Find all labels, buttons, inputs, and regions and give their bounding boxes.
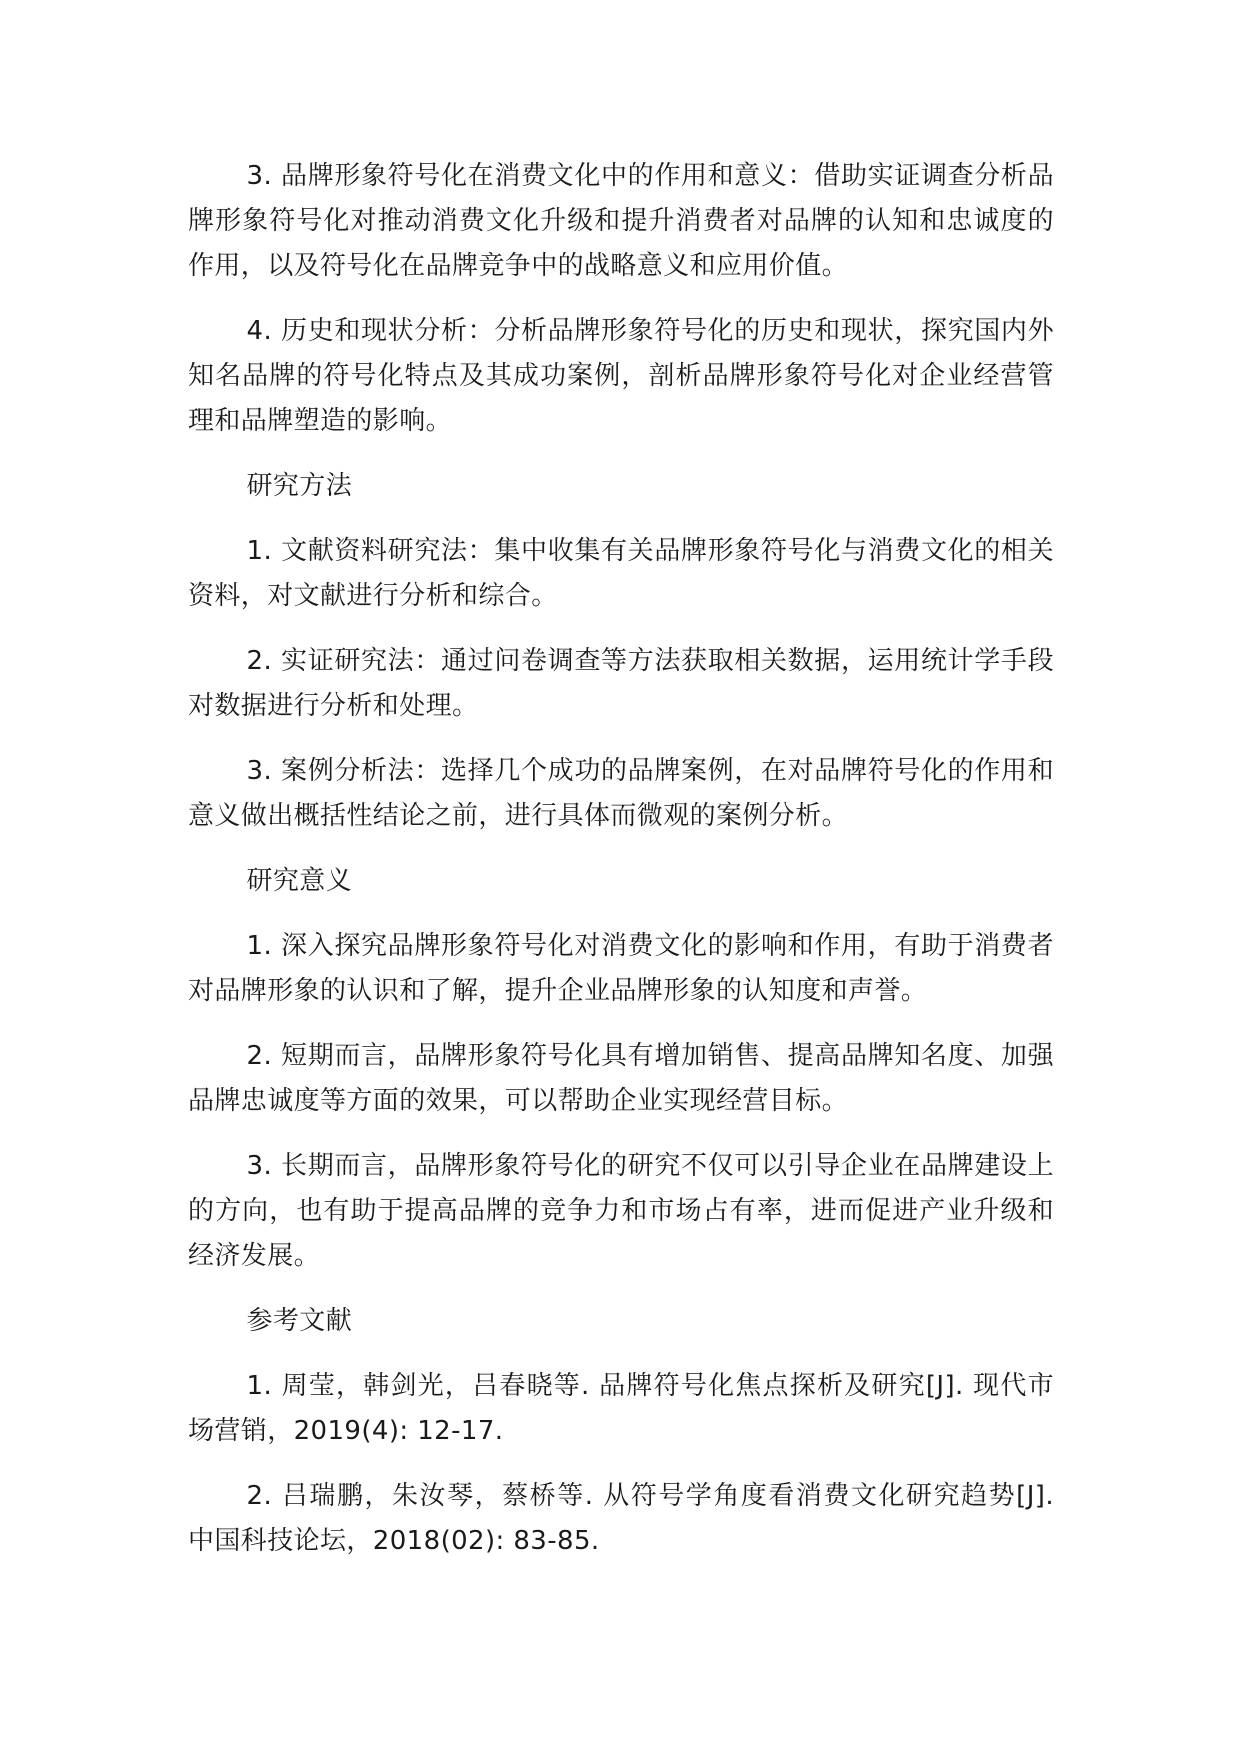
paragraph-significance-3: 3. 长期而言，品牌形象符号化的研究不仅可以引导企业在品牌建设上的方向，也有助于提高品牌的竞争力和市场占有率，进而促进产业升级和经济发展。 <box>188 1151 1054 1271</box>
paragraph-significance-1: 1. 深入探究品牌形象符号化对消费文化的影响和作用，有助于消费者对品牌形象的认识和了解，提升企业品牌形象的认知度和声誉。 <box>188 931 1054 1006</box>
paragraph-item-3-role: 3. 品牌形象符号化在消费文化中的作用和意义：借助实证调查分析品牌形象符号化对推动消费文化升级和提升消费者对品牌的认知和忠诚度的作用，以及符号化在品牌竞争中的战略意义和应用价值。 <box>188 161 1054 281</box>
section-heading-methods: 研究方法 <box>246 471 353 501</box>
paragraph-method-3: 3. 案例分析法：选择几个成功的品牌案例，在对品牌符号化的作用和意义做出概括性结论之前，进行具体而微观的案例分析。 <box>188 756 1054 831</box>
paragraph-significance-2: 2. 短期而言，品牌形象符号化具有增加销售、提高品牌知名度、加强品牌忠诚度等方面的效果，可以帮助企业实现经营目标。 <box>188 1041 1054 1116</box>
paragraph-method-1: 1. 文献资料研究法：集中收集有关品牌形象符号化与消费文化的相关资料，对文献进行分析和综合。 <box>188 536 1054 611</box>
paragraph-method-2: 2. 实证研究法：通过问卷调查等方法获取相关数据，运用统计学手段对数据进行分析和处理。 <box>188 646 1054 721</box>
section-heading-significance: 研究意义 <box>246 866 353 896</box>
section-heading-references: 参考文献 <box>246 1306 353 1336</box>
reference-item-2: 2. 吕瑞鹏，朱汝琴，蔡桥等. 从符号学角度看消费文化研究趋势[J]. 中国科技论坛，2018(02): 83-85. <box>188 1481 1054 1556</box>
document-body <box>188 154 1054 1584</box>
reference-item-1: 1. 周莹，韩剑光，吕春晓等. 品牌符号化焦点探析及研究[J]. 现代市场营销，2019(4): 12-17. <box>188 1371 1054 1446</box>
paragraph-item-4-history: 4. 历史和现状分析：分析品牌形象符号化的历史和现状，探究国内外知名品牌的符号化特点及其成功案例，剖析品牌形象符号化对企业经营管理和品牌塑造的影响。 <box>188 316 1054 436</box>
